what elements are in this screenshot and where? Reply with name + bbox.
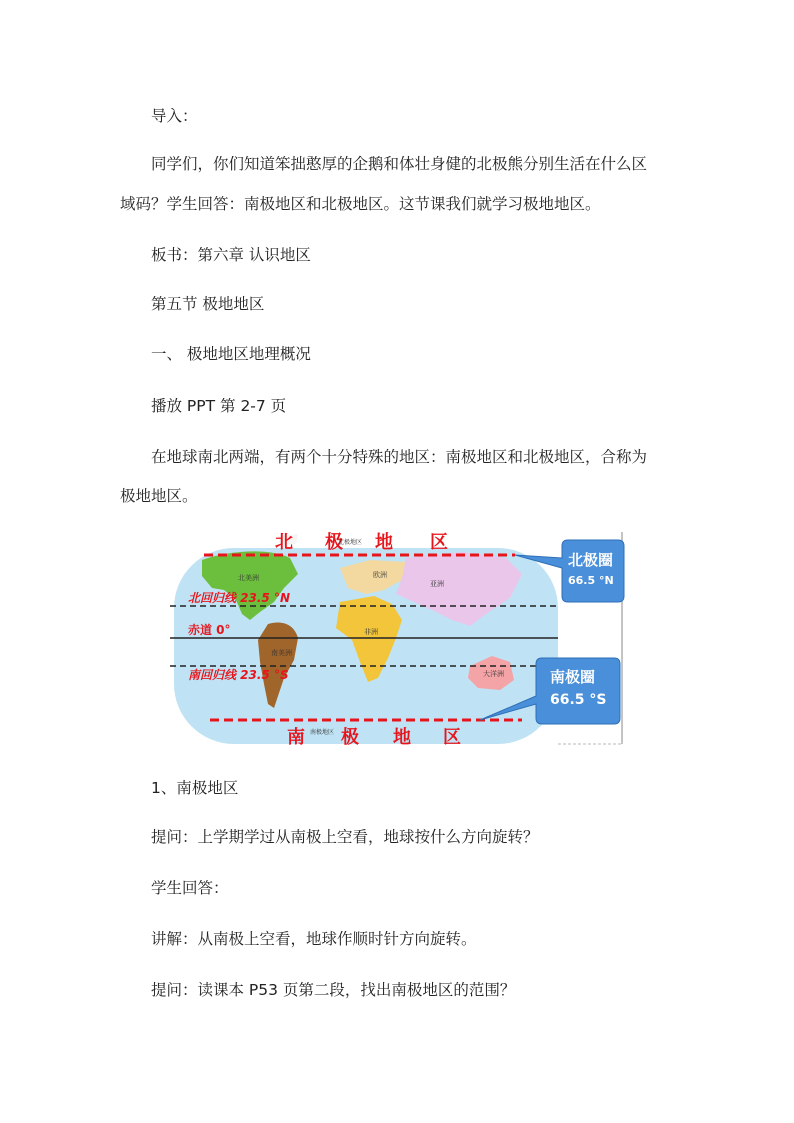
label-oceania: 大洋洲 — [483, 670, 504, 678]
intro-paragraph-line1: 同学们，你们知道笨拙憨厚的企鹅和体壮身健的北极熊分别生活在什么区 — [151, 155, 648, 173]
south-region-char-2: 极 — [341, 727, 359, 748]
antarctic-circle-latitude: 66.5 °S — [550, 692, 607, 708]
north-region-char-2: 极 — [325, 532, 343, 553]
question-1: 提问：上学期学过从南极上空看，地球按什么方向旋转？ — [151, 828, 539, 846]
south-region-small-label: 南极地区 — [310, 729, 335, 736]
part-heading: 1、南极地区 — [151, 779, 239, 797]
tropic-capricorn-label: 南回归线 23.5 °S — [188, 668, 289, 682]
description-line2: 极地地区。 — [120, 487, 198, 505]
north-region-char-3: 地 — [375, 532, 393, 553]
intro-heading: 导入： — [151, 107, 198, 125]
label-asia: 亚洲 — [430, 580, 444, 588]
south-region-char-4: 区 — [443, 727, 461, 748]
ppt-note: 播放 PPT 第 2-7 页 — [151, 397, 287, 415]
question-2: 提问：读课本 P53 页第二段，找出南极地区的范围？ — [151, 981, 516, 999]
explanation: 讲解：从南极上空看，地球作顺时针方向旋转。 — [151, 930, 477, 948]
world-map — [170, 528, 625, 750]
label-north-america: 北美洲 — [238, 574, 259, 582]
south-region-char-3: 地 — [393, 727, 411, 748]
student-answer: 学生回答： — [151, 879, 229, 897]
north-region-small-label: 北极地区 — [338, 539, 363, 546]
description-line1: 在地球南北两端，有两个十分特殊的地区：南极地区和北极地区，合称为 — [151, 448, 648, 466]
label-south-america: 南美洲 — [271, 649, 292, 657]
intro-paragraph-line2: 域码？学生回答：南极地区和北极地区。这节课我们就学习极地地区。 — [120, 195, 601, 213]
equator-label: 赤道 0° — [188, 623, 231, 637]
label-europe: 欧洲 — [373, 571, 387, 579]
tropic-cancer-label: 北回归线 23.5 °N — [188, 591, 291, 605]
north-region-char-4: 区 — [430, 532, 448, 553]
arctic-circle-title: 北极圈 — [568, 551, 614, 569]
antarctic-circle-title: 南极圈 — [550, 668, 596, 686]
south-region-char-1: 南 — [287, 727, 305, 748]
section-title: 第五节 极地地区 — [151, 295, 265, 313]
label-africa: 非洲 — [364, 628, 378, 636]
board-title: 板书：第六章 认识地区 — [151, 246, 311, 264]
north-region-char-1: 北 — [275, 532, 293, 553]
subsection-title: 一、 极地地区地理概况 — [151, 345, 311, 363]
arctic-circle-latitude: 66.5 °N — [568, 574, 614, 587]
world-map-figure — [170, 528, 625, 750]
